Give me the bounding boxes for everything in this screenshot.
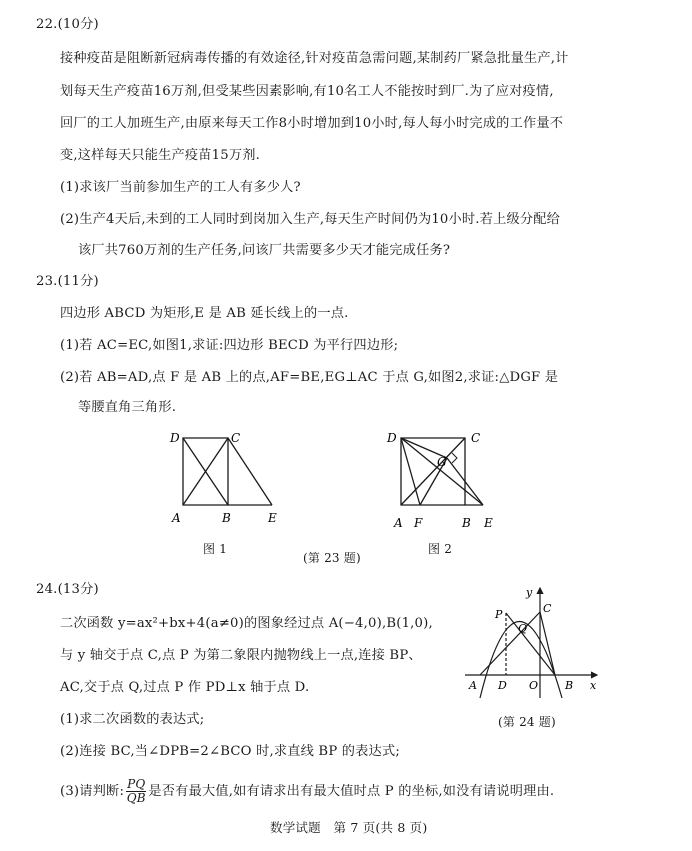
fig2-caption: 图 2 [428, 542, 453, 556]
fig24-label-o: O [529, 679, 539, 692]
q24-figure [455, 580, 605, 700]
q23-part2-line-2: 等腰直角三角形. [78, 400, 177, 415]
right-angle-mark [452, 453, 457, 463]
q24-part1: (1)求二次函数的表达式; [60, 712, 205, 727]
q22-line-2: 划每天生产疫苗16万剂,但受某些因素影响,有10名工人不能按时到厂.为了应对疫情, [60, 84, 554, 99]
q22-header: 22.(10分) [36, 17, 99, 32]
fig2-label-a: A [394, 516, 403, 530]
page-footer: 数学试题 第 7 页(共 8 页) [270, 820, 428, 835]
q24-part2: (2)连接 BC,当∠DPB=2∠BCO 时,求直线 BP 的表达式; [60, 744, 400, 759]
fraction-denominator: QB [126, 791, 146, 805]
q24-line-1: 二次函数 y=ax²+bx+4(a≠0)的图象经过点 A(−4,0),B(1,0), [60, 616, 433, 631]
fig2-label-b: B [462, 516, 471, 530]
segment-de [401, 438, 483, 505]
q23-figure-2 [380, 425, 500, 530]
fig1-label-e: E [268, 511, 277, 525]
q23-part1: (1)若 AC=EC,如图1,求证:四边形 BECD 为平行四边形; [60, 338, 399, 353]
fig2-label-c: C [471, 431, 481, 445]
q22-part2-line-2: 该厂共760万剂的生产任务,问该厂共需要多少天才能完成任务? [78, 243, 451, 258]
q23-intro: 四边形 ABCD 为矩形,E 是 AB 延长线上的一点. [60, 306, 349, 321]
fig24-label-q: Q [518, 622, 528, 635]
fig24-label-y: y [526, 586, 533, 599]
fig24-label-a: A [469, 679, 477, 692]
fig24-label-b: B [565, 679, 574, 692]
q23-part2-line-1: (2)若 AB=AD,点 F 是 AB 上的点,AF=BE,EG⊥AC 于点 G,如图2,求证:△DGF 是 [60, 370, 559, 385]
q24-line-2: 与 y 轴交于点 C,点 P 为第二象限内抛物线上一点,连接 BP、 [60, 648, 422, 663]
q22-line-3: 回厂的工人加班生产,由原来每天工作8小时增加到10小时,每人每小时完成的工作量不 [60, 116, 564, 131]
q22-part1: (1)求该厂当前参加生产的工人有多少人? [60, 180, 301, 195]
fig2-label-g: G [437, 455, 447, 469]
q22-part2-line-1: (2)生产4天后,未到的工人同时到岗加入生产,每天生产时间仍为10小时.若上级分配给 [60, 212, 561, 227]
q22-line-4: 变,这样每天只能生产疫苗15万剂. [60, 148, 261, 163]
fig2-label-d: D [387, 431, 397, 445]
fig24-label-p: P [495, 608, 503, 621]
fig1-label-a: A [172, 511, 181, 525]
fig2-label-f: F [414, 516, 423, 530]
segment-ce [228, 438, 272, 505]
q24-part3-prefix: (3)请判断: [60, 784, 125, 799]
fig1-label-d: D [170, 431, 180, 445]
segment-ac [480, 612, 540, 675]
q24-header: 24.(13分) [36, 582, 99, 597]
fig2-label-e: E [484, 516, 493, 530]
fig1-label-b: B [222, 511, 231, 525]
q23-figure-1 [160, 425, 300, 530]
fig24-label-c: C [543, 602, 552, 615]
q24-part3-suffix: 是否有最大值,如有请求出有最大值时点 P 的坐标,如没有请说明理由. [148, 784, 555, 799]
q24-part3 [60, 778, 554, 805]
fig24-label-x: x [590, 679, 597, 692]
fig1-label-c: C [231, 431, 241, 445]
pq-over-qb-fraction [126, 778, 146, 805]
q24-caption: (第 24 题) [498, 715, 556, 729]
q23-caption: (第 23 题) [303, 551, 361, 565]
q23-header: 23.(11分) [36, 274, 99, 289]
fig1-caption: 图 1 [203, 542, 228, 556]
q24-line-3: AC,交于点 Q,过点 P 作 PD⊥x 轴于点 D. [60, 680, 310, 695]
q22-line-1: 接种疫苗是阻断新冠病毒传播的有效途径,针对疫苗急需问题,某制药厂紧急批量生产,计 [60, 51, 569, 66]
fig24-label-d: D [498, 679, 507, 692]
fraction-numerator: PQ [127, 777, 146, 791]
